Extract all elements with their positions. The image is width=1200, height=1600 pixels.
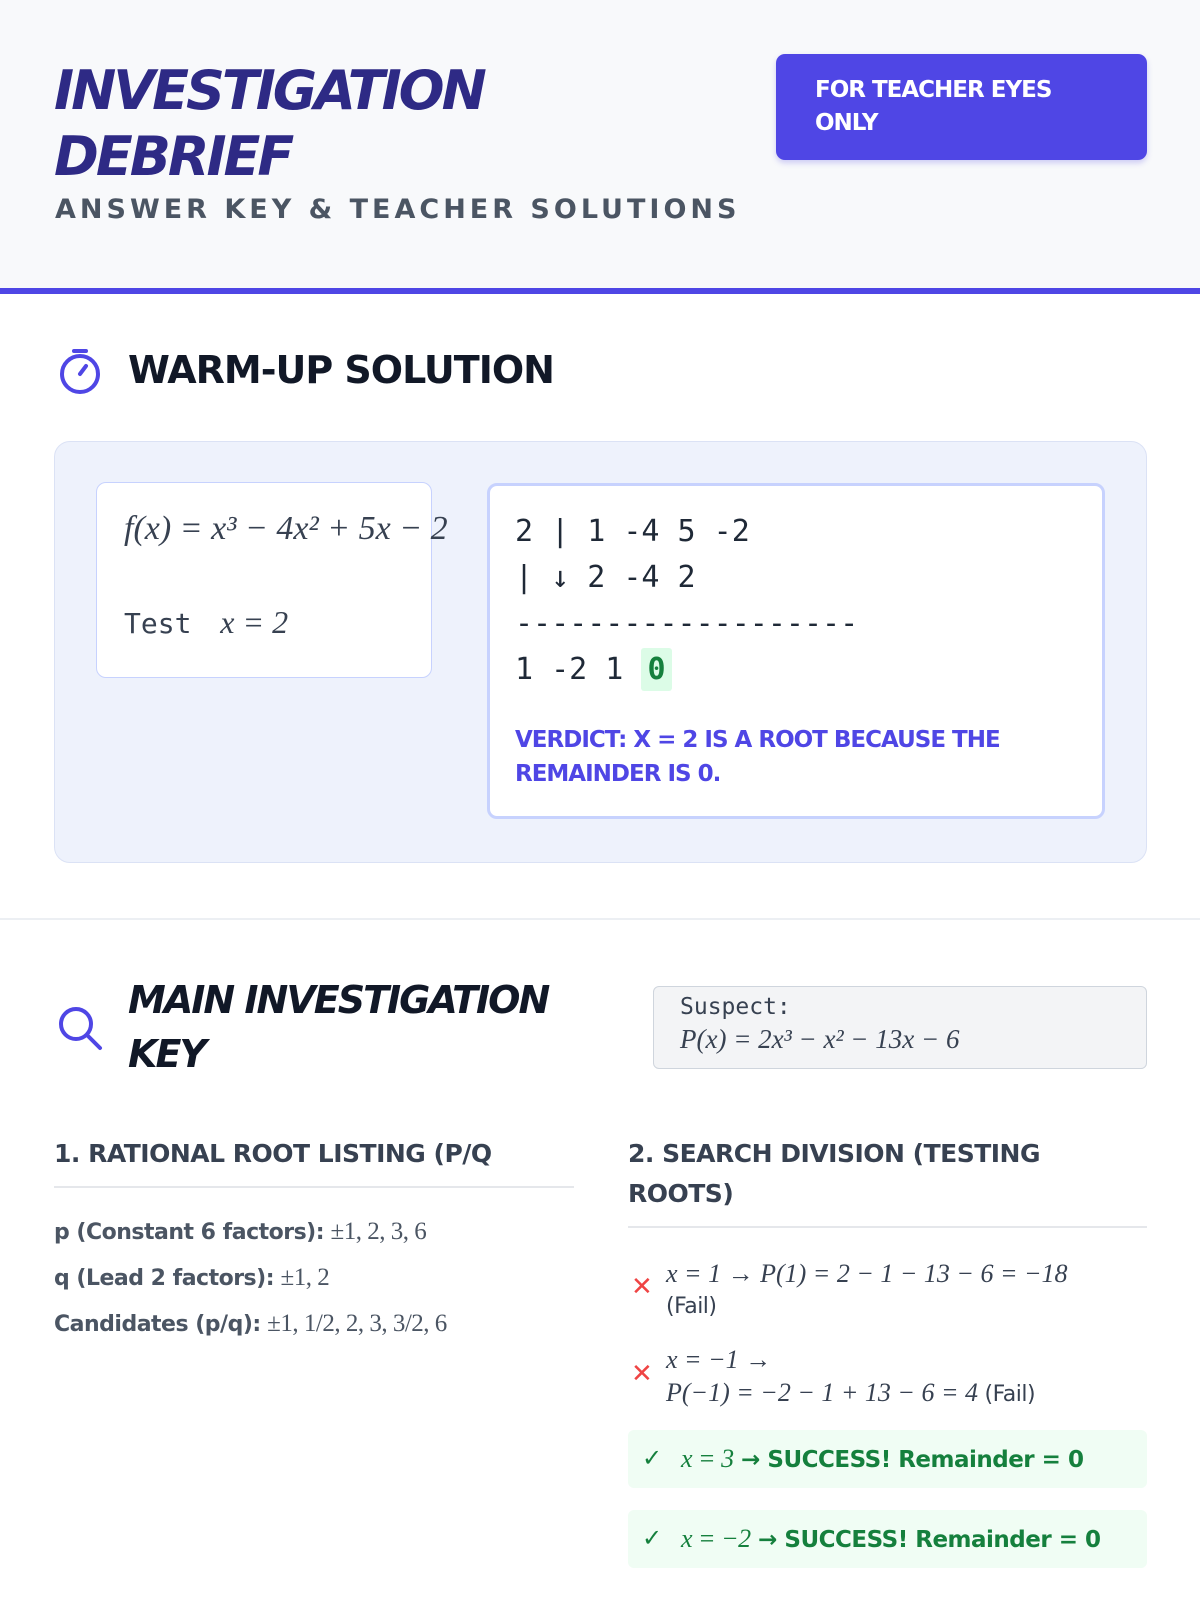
success-1-math: x = 3 bbox=[681, 1444, 734, 1473]
rational-root-heading: 1. RATIONAL ROOT LISTING (P/Q bbox=[54, 1139, 492, 1168]
fact-candidates bbox=[54, 1310, 447, 1338]
teacher-only-badge: FOR TEACHER EYES ONLY bbox=[776, 54, 1147, 160]
success-text-2 bbox=[681, 1524, 1101, 1554]
fail-test-2-equation-a: x = −1 → bbox=[666, 1345, 772, 1374]
checkmark-icon: ✓ bbox=[642, 1525, 663, 1552]
search-division-heading: 2. SEARCH DIVISION (TESTING ROOTS) bbox=[628, 1139, 1041, 1208]
synthetic-divider: ------------------- bbox=[515, 606, 859, 641]
checkmark-icon: ✓ bbox=[642, 1445, 663, 1472]
fail-x-icon: ✕ bbox=[631, 1272, 653, 1302]
test-label: Test bbox=[124, 607, 192, 640]
suspect-equation: P(x) = 2x³ − x² − 13x − 6 bbox=[680, 1024, 960, 1054]
fact-q-value: ±1, 2 bbox=[280, 1264, 330, 1291]
fail-test-1-note: (Fail) bbox=[666, 1294, 717, 1319]
synthetic-row-coefficients: 2 | 1 -4 5 -2 bbox=[515, 514, 750, 549]
column2-rule bbox=[628, 1226, 1147, 1228]
function-expression: f(x) = x³ − 4x² + 5x − 2 bbox=[124, 510, 448, 547]
fail-test-2 bbox=[666, 1343, 1035, 1411]
page-subtitle: ANSWER KEY & TEACHER SOLUTIONS bbox=[55, 194, 741, 225]
column1-rule bbox=[54, 1186, 574, 1188]
stopwatch-icon bbox=[57, 346, 103, 396]
fact-p-label: p (Constant 6 factors): bbox=[54, 1220, 325, 1245]
fact-candidates-value: ±1, 1/2, 2, 3, 3/2, 6 bbox=[267, 1310, 447, 1337]
synthetic-row-products: | ↓ 2 -4 2 bbox=[515, 560, 696, 595]
remainder-highlight: 0 bbox=[641, 648, 671, 691]
success-2-label: → SUCCESS! Remainder = 0 bbox=[758, 1527, 1101, 1553]
success-1-label: → SUCCESS! Remainder = 0 bbox=[741, 1447, 1084, 1473]
main-investigation-title: MAIN INVESTIGATION KEY bbox=[128, 978, 549, 1076]
success-text-1 bbox=[681, 1444, 1083, 1474]
synthetic-row-result bbox=[515, 652, 672, 687]
fact-q-label: q (Lead 2 factors): bbox=[54, 1266, 275, 1291]
warmup-title: WARM-UP SOLUTION bbox=[128, 348, 554, 392]
fact-p bbox=[54, 1218, 426, 1246]
fail-test-2-note: (Fail) bbox=[984, 1382, 1036, 1407]
synthetic-result-values: 1 -2 1 bbox=[515, 652, 642, 687]
fail-test-1 bbox=[666, 1257, 1068, 1323]
test-value bbox=[124, 604, 288, 641]
fact-p-value: ±1, 2, 3, 6 bbox=[330, 1218, 427, 1245]
success-2-math: x = −2 bbox=[681, 1524, 751, 1553]
page-title: INVESTIGATION DEBRIEF bbox=[54, 59, 484, 188]
fail-test-1-equation: x = 1 → P(1) = 2 − 1 − 13 − 6 = −18 bbox=[666, 1259, 1068, 1288]
test-expression: x = 2 bbox=[220, 604, 289, 640]
section-divider bbox=[0, 918, 1200, 920]
verdict-text: VERDICT: X = 2 IS A ROOT BECAUSE THE REMAINDER IS 0. bbox=[515, 727, 1000, 787]
fact-candidates-label: Candidates (p/q): bbox=[54, 1312, 261, 1337]
fail-x-icon: ✕ bbox=[631, 1359, 653, 1389]
search-icon bbox=[56, 1004, 104, 1052]
fact-q bbox=[54, 1264, 329, 1292]
fail-test-2-equation-b: P(−1) = −2 − 1 + 13 − 6 = 4 bbox=[666, 1378, 979, 1407]
suspect-label: Suspect: bbox=[680, 994, 791, 1020]
